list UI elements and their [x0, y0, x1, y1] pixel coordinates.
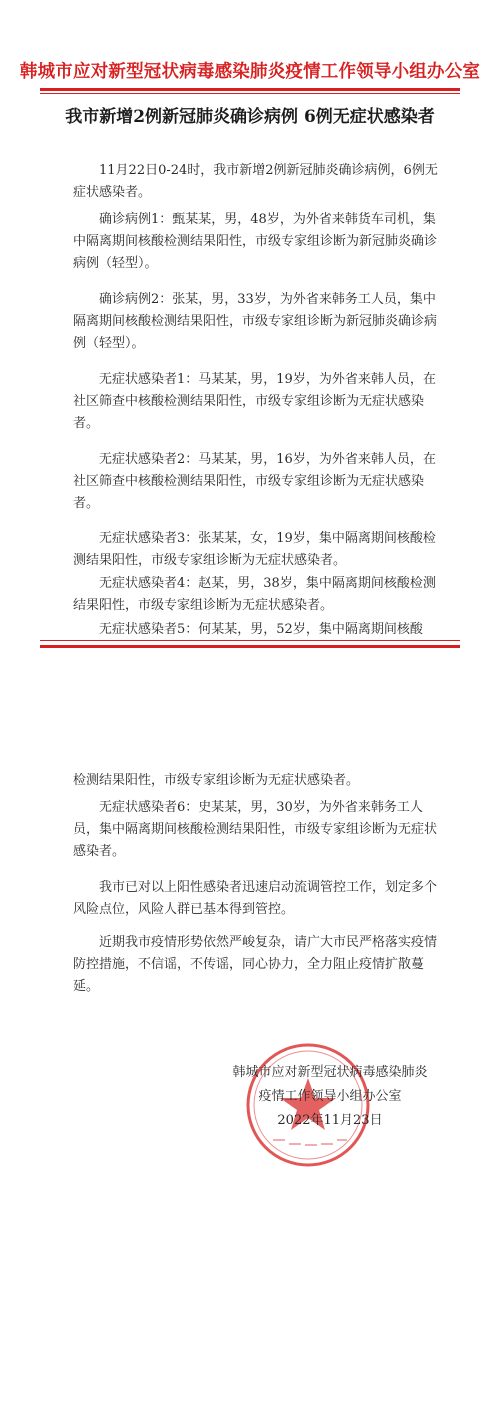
paragraph-public-appeal: 近期我市疫情形势依然严峻复杂，请广大市民严格落实疫情防控措施，不信谣，不传谣，同心协力，全力阻止疫情扩散蔓延。: [73, 935, 438, 994]
signature-org-line-1: 韩城市应对新型冠状病毒感染肺炎: [232, 1065, 428, 1080]
document-title: 我市新增2例新冠肺炎确诊病例 6例无症状感染者: [65, 107, 435, 127]
paragraph-asymptomatic-5-continued: 检测结果阳性，市级专家组诊断为无症状感染者。: [73, 773, 360, 788]
page-break-rule-thick: [40, 645, 460, 648]
paragraph-control-measures: 我市已对以上阳性感染者迅速启动流调管控工作，划定多个风险点位，风险人群已基本得到管控。: [73, 880, 438, 917]
paragraph-case-1: 确诊病例1：甄某某，男，48岁，为外省来韩货车司机，集中隔离期间核酸检测结果阳性，市级专家组诊断为新冠肺炎确诊病例（轻型）。: [73, 212, 438, 271]
page-break-rule-thin: [40, 640, 460, 641]
header-rule-thin: [40, 93, 460, 94]
org-header: 韩城市应对新型冠状病毒感染肺炎疫情工作领导小组办公室: [19, 62, 481, 82]
paragraph-summary: 11月22日0-24时，我市新增2例新冠肺炎确诊病例，6例无症状感染者。: [73, 163, 438, 200]
paragraph-asymptomatic-6: 无症状感染者6：史某某，男，30岁，为外省来韩务工人员，集中隔离期间核酸检测结果阳性，市级专家组诊断为无症状感染者。: [73, 800, 438, 859]
paragraph-asymptomatic-3: 无症状感染者3：张某某，女，19岁，集中隔离期间核酸检测结果阳性，市级专家组诊断为无症状感染者。: [73, 531, 436, 568]
paragraph-case-2: 确诊病例2：张某，男，33岁，为外省来韩务工人员，集中隔离期间核酸检测结果阳性，市级专家组诊断为新冠肺炎确诊病例（轻型）。: [73, 292, 438, 351]
paragraph-asymptomatic-2: 无症状感染者2：马某某，男，16岁，为外省来韩人员，在社区筛查中核酸检测结果阳性，市级专家组诊断为无症状感染者。: [73, 452, 436, 511]
signature-date: 2022年11月23日: [277, 1113, 383, 1128]
header-rule-thick: [40, 88, 460, 91]
signature-org-line-2: 疫情工作领导小组办公室: [258, 1089, 402, 1104]
paragraph-asymptomatic-1: 无症状感染者1：马某某，男，19岁，为外省来韩人员，在社区筛查中核酸检测结果阳性，市级专家组诊断为无症状感染者。: [73, 372, 436, 431]
paragraph-asymptomatic-5: 无症状感染者5：何某某，男，52岁，集中隔离期间核酸: [99, 622, 423, 637]
paragraph-asymptomatic-4: 无症状感染者4：赵某，男，38岁，集中隔离期间核酸检测结果阳性，市级专家组诊断为无症状感染者。: [73, 576, 436, 613]
